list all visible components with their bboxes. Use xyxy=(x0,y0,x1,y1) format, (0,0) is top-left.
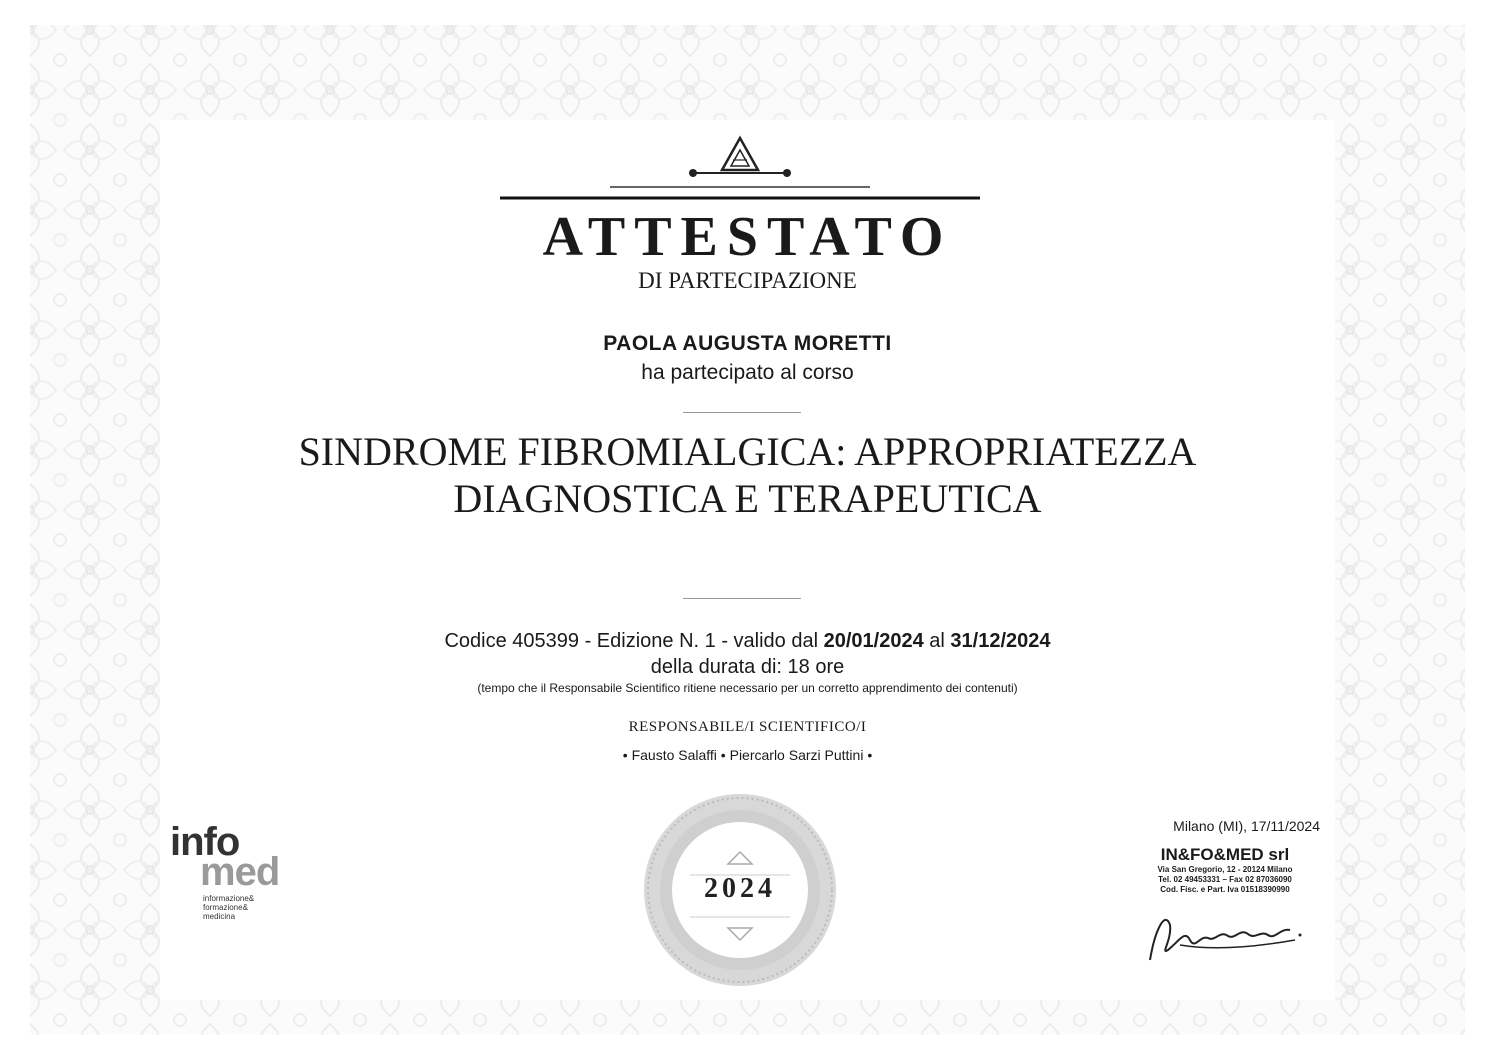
participant-name: PAOLA AUGUSTA MORETTI xyxy=(603,332,892,355)
date-separator: al xyxy=(923,630,951,652)
scientific-lead-names: • Fausto Salaffi • Piercarlo Sarzi Puttini • xyxy=(622,747,873,763)
course-duration: della durata di: 18 ore xyxy=(650,656,845,678)
certificate-title: ATTESTATO xyxy=(542,206,953,268)
duration-note: (tempo che il Responsabile Scientifico ritiene necessario per un corretto apprendimento dei contenuti) xyxy=(477,681,1018,695)
company-address: Via San Gregorio, 12 - 20124 Milano xyxy=(1157,865,1293,874)
logo-tagline-1: informazione& xyxy=(203,894,255,903)
year-seal xyxy=(640,790,840,990)
course-title xyxy=(0,428,1495,522)
logo-tagline xyxy=(203,894,254,921)
course-title-line-2: DIAGNOSTICA E TERAPEUTICA xyxy=(453,476,1042,521)
logo-tagline-2: formazione& xyxy=(203,903,248,912)
issuer-block xyxy=(1100,818,1320,895)
seal-year: 2024 xyxy=(704,873,776,904)
course-title-line-1: SINDROME FIBROMIALGICA: APPROPRIATEZZA xyxy=(298,429,1197,474)
valid-from-date: 20/01/2024 xyxy=(823,630,924,652)
divider-bottom xyxy=(683,598,801,599)
scientific-lead-label: RESPONSABILE/I SCIENTIFICO/I xyxy=(628,719,867,735)
logo-med-text: med xyxy=(200,850,280,894)
issue-place-date: Milano (MI), 17/11/2024 xyxy=(1173,818,1320,834)
emblem-icon xyxy=(500,130,980,205)
course-code-text: Codice 405399 - Edizione N. 1 - valido dal xyxy=(444,630,824,652)
certificate-subtitle: DI PARTECIPAZIONE xyxy=(638,268,857,293)
course-code-line xyxy=(0,630,1495,653)
infomed-logo xyxy=(170,820,320,930)
company-name: IN&FO&MED srl xyxy=(1160,845,1290,864)
divider-top xyxy=(683,412,801,413)
logo-info-text: info xyxy=(170,820,240,864)
signature-icon xyxy=(1140,900,1310,970)
logo-tagline-3: medicina xyxy=(203,912,236,921)
participation-statement: ha partecipato al corso xyxy=(641,361,854,384)
company-vat: Cod. Fisc. e Part. Iva 01518390990 xyxy=(1160,885,1290,894)
company-phone: Tel. 02 49453331 – Fax 02 87036090 xyxy=(1158,875,1292,884)
valid-to-date: 31/12/2024 xyxy=(950,630,1051,652)
